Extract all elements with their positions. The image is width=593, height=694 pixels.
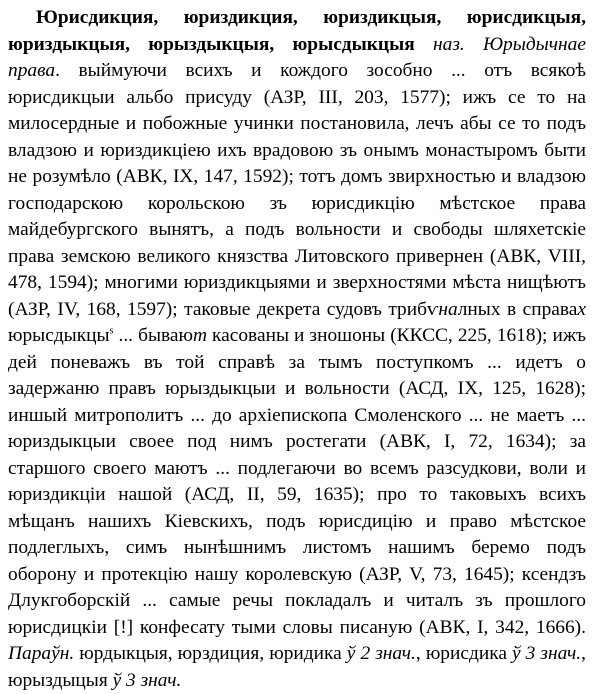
definition: Юрыдычнае права — [8, 33, 586, 81]
italic-fragment: х — [577, 298, 586, 320]
cross-reference-text: юрдыкцыя, юрздиция, юридика — [74, 643, 347, 664]
cross-reference-text: , юрисдика — [415, 643, 512, 664]
label-parallel: Параўн. — [8, 643, 75, 664]
citations-text: . выймуючи всихъ и кождого зособно ... отъ всякоѣ юрисдикцыи альбо присуду (АЗР, III, 203, 1577); ижъ се то на милосердные и побожные учинки постановила, лечъ абы се то подъ владзою и юриздикціею ихъ врадовою зъ онымъ монастыромъ быти не розумѣло (АВК, IX, 147, 1592); тотъ домъ звирхностью и владзою господарскою корольскою зъ юрисдикцію мѣстское права майдебургского вынятъ, а подъ вольности и свободы шляхетскіе права земскою великого князства Литовского привернен (АВК, VIII, 478, 1594); многими юриздикцыями и зверхностями мѣста нищѣютъ (АЗР, IV, 168, 1597); таковые декрета судовъ трибѵ — [8, 60, 586, 320]
sense-reference: ў 2 знач. — [346, 643, 416, 664]
italic-fragment: на — [438, 298, 458, 320]
citations-text: юрысдыкцы — [8, 325, 110, 346]
italic-fragment: т — [192, 325, 207, 346]
cross-reference-text: , юрыздыцыя — [8, 643, 586, 691]
sense-reference: ў 3 знач. — [112, 669, 182, 691]
citations-text: лных в справа — [457, 298, 578, 320]
label-naz: наз. — [433, 33, 465, 55]
dictionary-entry — [8, 5, 586, 694]
headword: Юрисдикция, юриздикция, юриздикцыя, юрисдикцыя, юриздыкцыя, юрыздыкцыя, юрысдыкцыя — [8, 7, 586, 55]
superscript-mark: s — [109, 325, 114, 337]
citations-text: касованы и зношоны (ККСС, 225, 1618); ижъ дей поневажъ въ той справѣ за тымъ поступкомъ ... идетъ о задержаню правъ юрыздыкцыи и вольности (АСД, IX, 125, 1628); иншый митрополитъ ... до архіепископа Смоленского ... не маетъ ... юриздыкцыи своее под нимъ ростегати (АВК, I, 72, 1634); за старшого своего маютъ ... подлегаючи во всемъ разсудкови, воли и юриздикціи нашой (АСД, II, 59, 1635); про то таковыхъ всихъ мѣщанъ нашихъ Кіевскихъ, подъ юрисдицію и право мѣстское подлеглыхъ, симъ нынѣшнимъ листомъ нашимъ беремо подъ оборону и протекцію нашу королевскую (АЗР, V, 73, 1645); ксендзъ Длукгоборскій ... самые речы покладалъ и читалъ зъ прошлого юрисдицкіи [!] конфесату тыми словы писаную (АВК, I, 342, 1666). — [8, 325, 587, 638]
citations-text: ... бываю — [113, 325, 193, 346]
sense-reference: ў 3 знач. — [512, 643, 582, 664]
